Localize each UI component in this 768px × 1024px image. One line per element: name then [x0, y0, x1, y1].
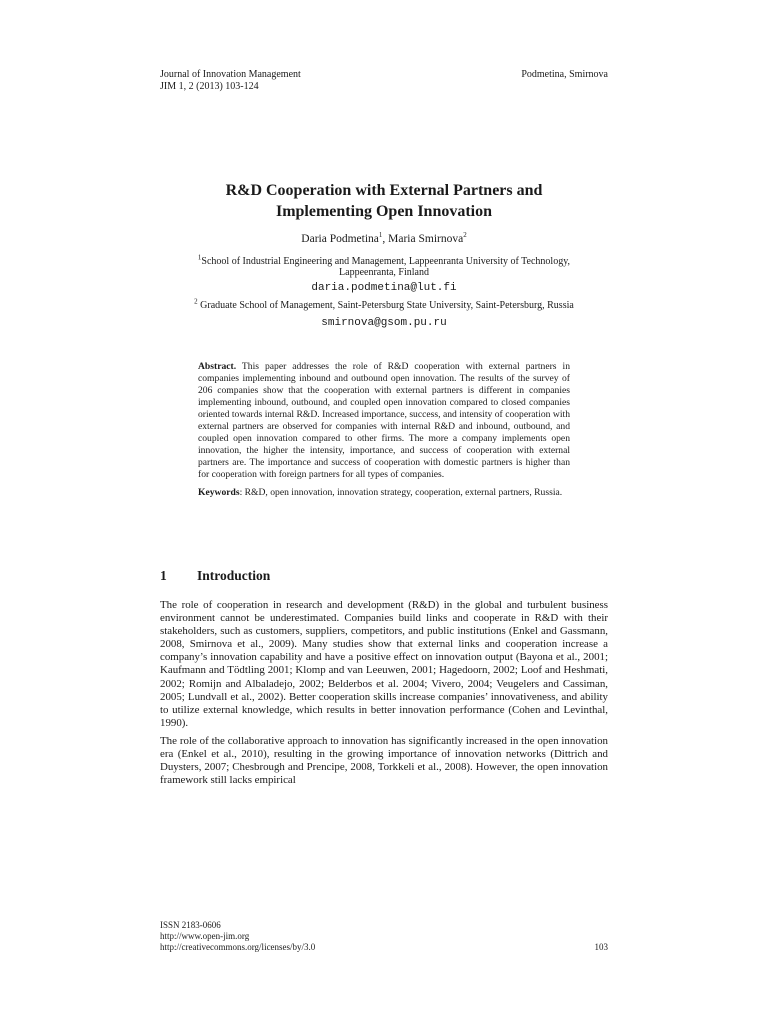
- email-1[interactable]: daria.podmetina@lut.fi: [311, 282, 457, 294]
- journal-url-link[interactable]: http://www.open-jim.org: [160, 931, 250, 941]
- author-1-affiliation-mark: 1: [378, 231, 383, 240]
- paper-title: [160, 180, 608, 222]
- affiliation-1-line-2: Lappeenranta, Finland: [339, 267, 429, 278]
- page-number: 103: [594, 942, 608, 952]
- section-number: 1: [160, 568, 167, 583]
- author-separator: ,: [382, 233, 389, 245]
- body-paragraph-1: The role of cooperation in research and development (R&D) in the global and turbulent business environment cannot be underestimated. Companies build links and cooperate in R&D with their stakeholders, such as customers, suppliers, competitors, and public institutions (Enkel and Gassmann, 2008, Smirnova et al., 2009). Many studies show that external links and cooperation increase a company’s innovation capability and have a positive effect on innovation output (Bayona et al., 2001; Kaufmann and Tödtling 2001; Klomp and van Leeuwen, 2001; Hagedoorn, 2002; Loof and Heshmati, 2002; Romijn and Albaladejo, 2002; Belderbos et al. 2004; Vivero, 2004; Veugelers and Cassiman, 2005; Lundvall et al., 2002). Better cooperation skills increase companies’ innovativeness, and ability to utilize external knowledge, which results in better innovation performance (Cohen and Levinthal, 1990).: [160, 599, 608, 729]
- abstract-block: [198, 361, 570, 499]
- page-footer: [160, 920, 608, 953]
- body-paragraph-2: The role of the collaborative approach to innovation has significantly increased in the open innovation era (Enkel et al., 2010), resulting in the growing importance of innovation networks (Dittrich and Duysters, 2007; Chesbrough and Prencipe, 2008, Torkkeli et al., 2008). However, the open innovation framework still lacks empirical: [160, 734, 608, 787]
- affiliation-1-mark: 1: [197, 253, 202, 262]
- email-2[interactable]: smirnova@gsom.pu.ru: [321, 317, 447, 329]
- affiliation-2-mark: 2: [194, 297, 198, 306]
- section-heading: [160, 567, 608, 584]
- author-1: Daria Podmetina: [301, 233, 379, 245]
- keywords-text: : R&D, open innovation, innovation strategy, cooperation, external partners, Russia.: [239, 487, 563, 498]
- author-2-affiliation-mark: 2: [463, 231, 467, 240]
- affiliation-1-text: School of Industrial Engineering and Management, Lappeenranta University of Technology,: [201, 256, 571, 267]
- affiliation-2: [160, 297, 608, 311]
- journal-citation: JIM 1, 2 (2013) 103-124: [160, 81, 259, 92]
- license-url-link[interactable]: http://creativecommons.org/licenses/by/3.0: [160, 942, 316, 952]
- issn: ISSN 2183-0606: [160, 920, 221, 930]
- journal-name: Journal of Innovation Management: [160, 69, 301, 80]
- abstract-paragraph: [198, 361, 570, 481]
- abstract-label: Abstract.: [198, 361, 237, 372]
- running-header: [160, 69, 608, 93]
- author-2: Maria Smirnova: [388, 233, 464, 245]
- title-line-1: R&D Cooperation with External Partners and: [225, 182, 543, 199]
- author-list: [160, 232, 608, 246]
- abstract-text: This paper addresses the role of R&D cooperation with external partners in companies implementing inbound and outbound open innovation. The results of the survey of 206 companies show that the cooperation with external partners is different in companies implementing inbound, outbound, and coupled open innovation compared to closed companies oriented towards internal R&D. Increased importance, success, and intensity of cooperation with external partners are observed for companies with internal R&D and inbound, outbound, and coupled open innovation compared to other firms. The more a company implements open innovation, the higher the intensity, importance, and success of cooperation with external partners are. The importance and success of cooperation with domestic partners is higher than for cooperation with foreign partners for all types of companies.: [198, 361, 570, 480]
- body-text: [160, 599, 608, 792]
- section-title: Introduction: [197, 568, 271, 583]
- affiliation-2-text: Graduate School of Management, Saint-Petersburg State University, Saint-Petersburg, Russia: [197, 300, 574, 311]
- title-line-2: Implementing Open Innovation: [275, 203, 493, 220]
- keywords-label: Keywords: [198, 487, 240, 498]
- affiliation-1: [160, 253, 608, 278]
- keywords-paragraph: [198, 487, 570, 499]
- affiliation-1-line-1: [160, 253, 608, 267]
- running-authors: Podmetina, Smirnova: [521, 69, 608, 80]
